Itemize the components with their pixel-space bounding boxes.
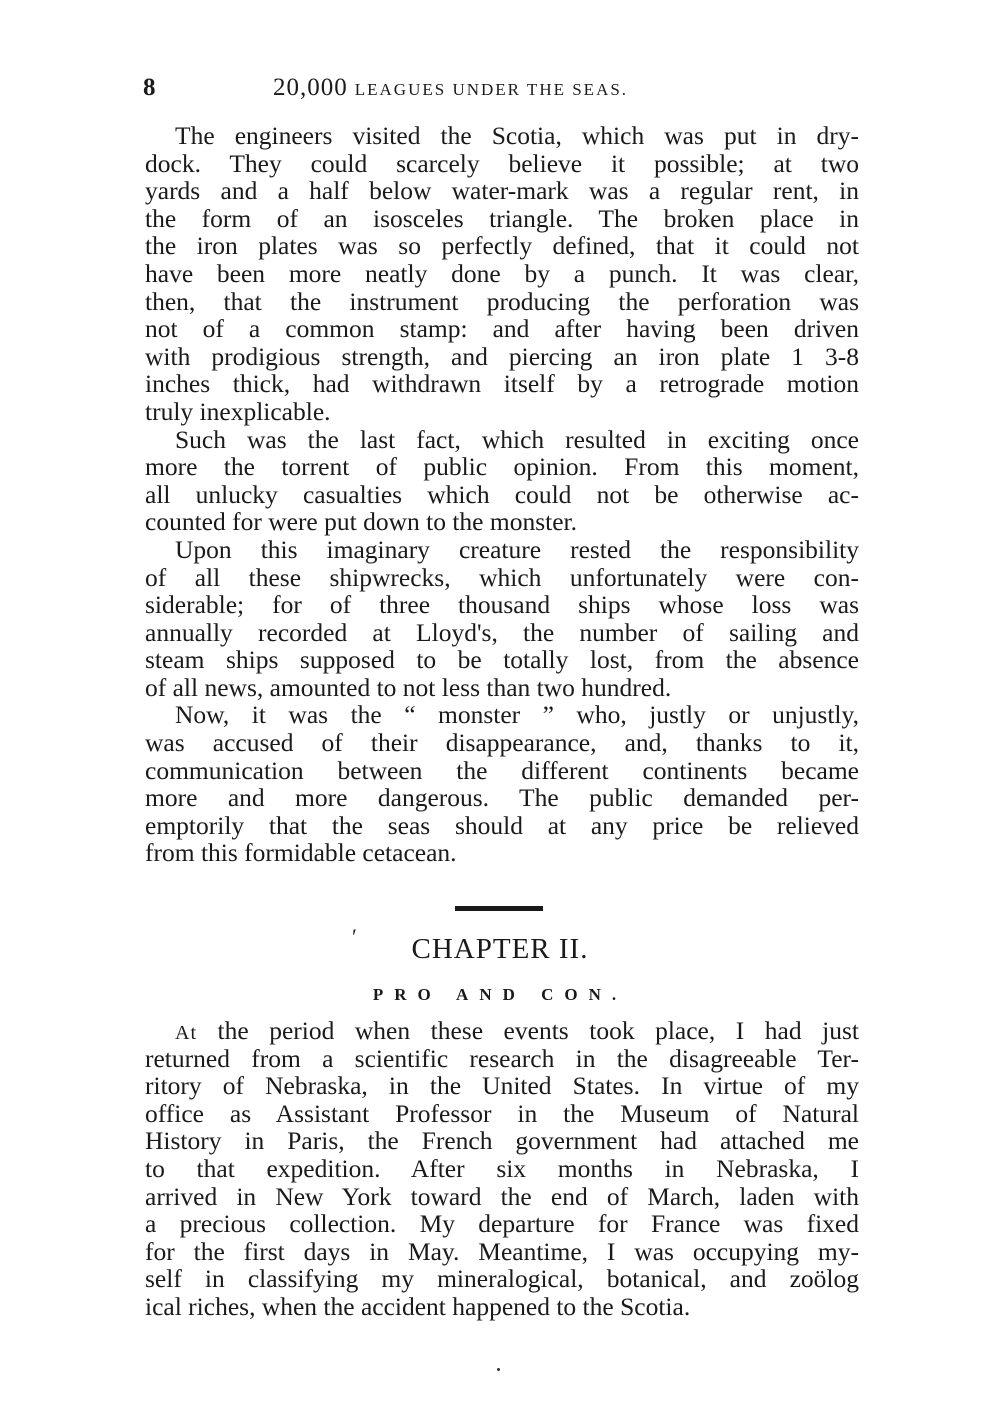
text-line: with prodigious strength, and piercing an iron plate 1 3-8 [145, 341, 859, 371]
text-line: the form of an isosceles triangle. The broken place in [145, 203, 859, 233]
running-head [143, 74, 863, 108]
text-line: not of a common stamp: and after having been driven [145, 314, 859, 344]
text-line: to that expedition. After six months in Nebraska, I [145, 1153, 859, 1183]
text-line: office as Assistant Professor in the Museum of Natural [145, 1098, 859, 1128]
text-line: ical riches, when the accident happened to the Scotia. [145, 1291, 691, 1321]
text-line: more and more dangerous. The public demanded per- [145, 783, 859, 813]
chapter-subtitle: PRO AND CON. [372, 985, 628, 1004]
page-number: 8 [143, 74, 156, 101]
text-line: was accused of their disappearance, and, thanks to it, [145, 728, 859, 758]
text-line: a precious collection. My departure for France was fixed [145, 1209, 859, 1239]
chapter-divider [455, 906, 543, 911]
first-line-rest: the period when these events took place, I had just [197, 1016, 859, 1045]
text-line: ritory of Nebraska, in the United States. In virtue of my [145, 1071, 859, 1101]
text-line: arrived in New York toward the end of March, laden with [145, 1181, 859, 1211]
text-line: the iron plates was so perfectly defined, that it could not [145, 231, 859, 261]
text-line: of all news, amounted to not less than two hundred. [145, 672, 672, 702]
text-line: truly inexplicable. [145, 396, 331, 426]
text-line: for the first days in May. Meantime, I was occupying my- [145, 1236, 859, 1266]
stray-mark: ′ [352, 924, 357, 949]
text-line: steam ships supposed to be totally lost, from the absence [145, 645, 859, 675]
running-title-text: LEAGUES UNDER THE SEAS. [354, 80, 629, 99]
text-line: annually recorded at Lloyd's, the number of sailing and [145, 617, 859, 647]
text-line: siderable; for of three thousand ships whose loss was [145, 590, 859, 620]
text-line: Such was the last fact, which resulted in exciting once [175, 424, 859, 454]
running-title [273, 74, 628, 102]
running-title-number: 20,000 [273, 74, 348, 101]
section-1-text [145, 122, 859, 867]
text-line: more the torrent of public opinion. From this moment, [145, 452, 859, 482]
text-line: counted for were put down to the monster. [145, 507, 577, 537]
text-line: have been more neatly done by a punch. It was clear, [145, 258, 859, 288]
text-line: inches thick, had withdrawn itself by a retrograde motion [145, 369, 859, 399]
text-line: dock. They could scarcely believe it possible; at two [145, 148, 859, 178]
chapter-title: CHAPTER II. [411, 933, 589, 965]
text-line: returned from a scientific research in the disagreeable Ter- [145, 1043, 859, 1073]
print-speck [497, 1368, 500, 1371]
lead-word: At [175, 1022, 197, 1044]
text-line: Upon this imaginary creature rested the responsibility [175, 534, 859, 564]
text-line: Now, it was the “ monster ” who, justly or unjustly, [175, 700, 859, 730]
text-line: communication between the different continents became [145, 755, 859, 785]
text-line-first [145, 1017, 859, 1045]
text-line: emptorily that the seas should at any price be relieved [145, 810, 859, 840]
text-line: self in classifying my mineralogical, botanical, and zoölog [145, 1264, 859, 1294]
text-line: History in Paris, the French government had attached me [145, 1126, 859, 1156]
text-line: The engineers visited the Scotia, which was put in dry- [175, 121, 859, 150]
text-line: then, that the instrument producing the perforation was [145, 286, 859, 316]
section-2-text [145, 1017, 859, 1321]
text-line: all unlucky casualties which could not be otherwise ac- [145, 479, 859, 509]
text-line: of all these shipwrecks, which unfortunately were con- [145, 562, 859, 592]
text-line: from this formidable cetacean. [145, 838, 457, 868]
text-line: yards and a half below water-mark was a regular rent, in [145, 176, 859, 206]
